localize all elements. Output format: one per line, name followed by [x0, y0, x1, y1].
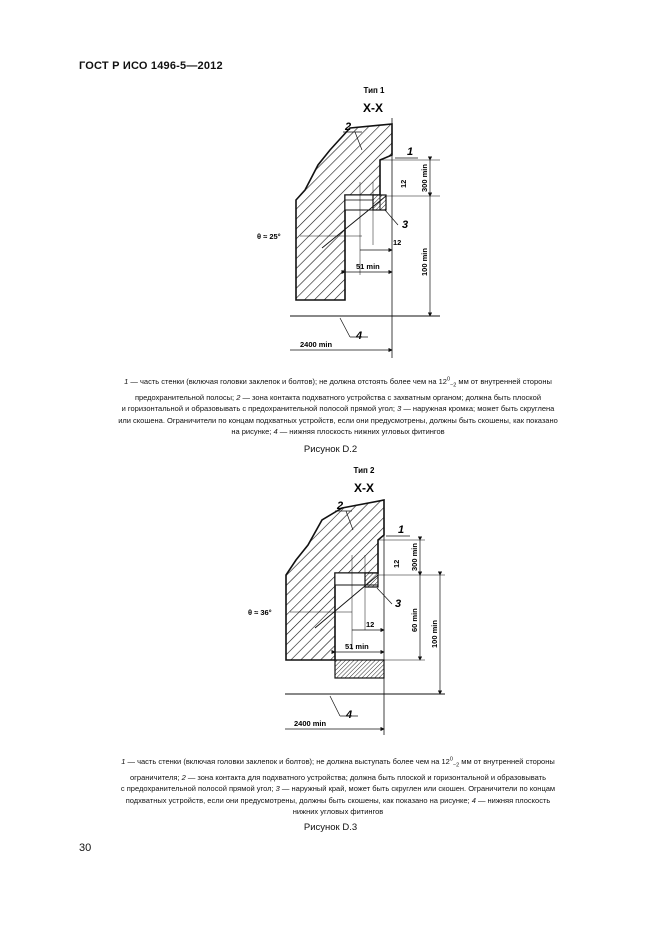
figure-d2-drawing: [0, 0, 661, 370]
callout-1: 1: [398, 524, 405, 536]
document-header: ГОСТ Р ИСО 1496-5—2012: [79, 60, 223, 72]
section-label: X-X: [353, 481, 375, 495]
page-number: 30: [79, 842, 92, 854]
dim-100: 100 min: [430, 620, 439, 648]
callout-3: 3: [395, 598, 402, 610]
wall-section: [296, 124, 392, 300]
dim-2400: 2400 min: [300, 340, 333, 349]
dim-12-vertical: 12: [399, 179, 408, 188]
type-label: Тип 2: [353, 466, 375, 475]
dim-12-vertical: 12: [392, 559, 401, 568]
section-label: X-X: [362, 101, 384, 115]
dim-300: 300 min: [410, 543, 419, 571]
callout-1: 1: [407, 146, 414, 158]
callout-2: 2: [345, 121, 352, 133]
dim-300: 300 min: [420, 164, 429, 192]
angle-label: θ ≈ 36°: [248, 608, 272, 617]
callout-4: 4: [356, 330, 363, 342]
limiter-block: [335, 660, 384, 678]
type-label: Тип 1: [363, 86, 385, 95]
dim-51: 51 min: [345, 642, 369, 651]
figure-d3-drawing: [0, 460, 661, 750]
dim-60: 60 min: [410, 608, 419, 632]
dim-51: 51 min: [356, 262, 380, 271]
callout-2: 2: [337, 500, 344, 512]
angle-label: θ ≈ 25°: [257, 232, 281, 241]
figure-d3-label: Рисунок D.3: [303, 822, 358, 833]
dim-100: 100 min: [420, 248, 429, 276]
callout-3: 3: [402, 219, 409, 231]
dim-2400: 2400 min: [294, 719, 327, 728]
dim-12: 12: [366, 620, 375, 629]
figure-d3-caption: 1 — часть стенки (включая головки заклепок и болтов); не должна выступать более чем на $12^0_{-2}$ мм от внутренней стороны ограничителя; 2 — зона контакта для подхватного устройства; должна быть плоской и горизонтальной и образовывать с предохранительной полосой прямой угол; 3 — наружный край, может быть скруглен или скошен. Ограничители по концам подхватных устройств, если они предусмотрены, должны быть скошены, как показано на рисунке; 4 — нижняя плоскость нижних угловых фитингов: [120, 756, 556, 816]
figure-d2-caption: 1 — часть стенки (включая головки заклепок и болтов); не должна отстоять более чем на $12^0_{-2}$ мм от внутренней стороны предохранительной полосы; 2 — зона контакта подхватного устройства с захватным органом; должна быть плоской и горизонтальной и образовывать с предохранительной полосой прямой угол; 3 — наружная кромка; может быть скруглена или скошена. Ограничители по концам подхватных устройств, если они предусмотрены, должны быть скошены, как показано на рисунке; 4 — нижняя плоскость нижних угловых фитингов: [118, 376, 558, 436]
figure-d2-label: Рисунок D.2: [303, 444, 358, 455]
callout-4: 4: [346, 709, 353, 721]
dim-12: 12: [393, 238, 402, 247]
